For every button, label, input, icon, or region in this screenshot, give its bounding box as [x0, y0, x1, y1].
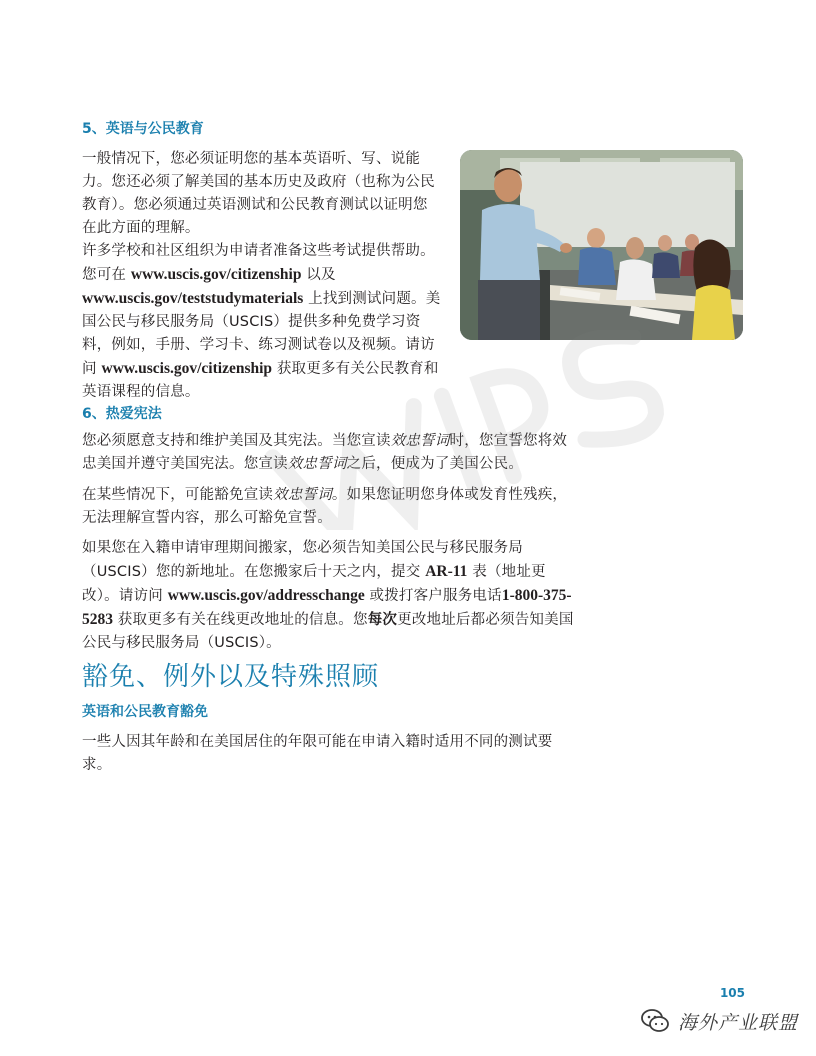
citizenship-link[interactable]: www.uscis.gov/citizenship [130, 266, 302, 283]
test-study-materials-link[interactable]: www.uscis.gov/teststudymaterials [82, 290, 304, 307]
text-run: 时，您宣誓您将效忠美国并遵守美国宪法。您宣读 [82, 433, 568, 472]
phone-number[interactable]: 1-800-375-5283 [82, 587, 572, 628]
text-run: 以及 [301, 267, 336, 283]
section-6-paragraph-2 [82, 484, 577, 530]
address-change-link[interactable]: www.uscis.gov/addresschange [167, 587, 365, 604]
text-run: 许多学校和社区组织为申请者准备这些考试提供帮助。您可在 [82, 243, 435, 283]
text-run: 之后，便成为了美国公民。 [346, 456, 524, 472]
text-run: 。如果您证明您身体或发育性残疾，无法理解宣誓内容，那么可豁免宣誓。 [82, 487, 568, 526]
text-run: 表（地址更改）。请访问 [82, 564, 546, 604]
oath-term: 效忠誓词 [390, 433, 450, 449]
text-run: 如果您在入籍申请审理期间搬家，您必须告知美国公民与移民服务局（USCIS）您的新地址。在您搬家后十天之内，提交 [82, 540, 523, 580]
section-5-paragraph-2 [82, 240, 442, 404]
section-6-paragraph-3 [82, 537, 577, 655]
section-5-paragraph-1: 一般情况下，您必须证明您的基本英语听、写、说能力。您还必须了解美国的基本历史及政府（也称为公民教育）。您必须通过英语测试和公民教育测试以证明您在此方面的理解。 [82, 151, 435, 236]
section-6-heading: 6、热爱宪法 [82, 406, 162, 422]
citizenship-link-2[interactable]: www.uscis.gov/citizenship [101, 360, 273, 377]
exemptions-subheading: 英语和公民教育豁免 [82, 704, 208, 720]
section-6-paragraph-1 [82, 430, 577, 476]
exemptions-title: 豁免、例外以及特殊照顾 [82, 662, 380, 692]
text-run: 获取更多有关公民教育和英语课程的信息。 [82, 361, 439, 400]
form-number: AR-11 [425, 563, 468, 580]
exemptions-paragraph-1: 一些人因其年龄和在美国居住的年限可能在申请入籍时适用不同的测试要求。 [82, 734, 553, 773]
oath-term: 效忠誓词 [287, 456, 347, 472]
text-run: 上找到测试问题。美国公民与移民服务局（USCIS）提供多种免费学习资料，例如，手册、学习卡、练习测试卷以及视频。请访问 [82, 291, 441, 377]
text-run: 或拨打客户服务电话 [364, 588, 502, 604]
text-run: 您必须愿意支持和维护美国及其宪法。当您宣读 [82, 433, 391, 449]
text-run: 在某些情况下，可能豁免宣读 [82, 487, 274, 503]
text-run: 获取更多有关在线更改地址的信息。您 [113, 612, 368, 628]
emphasis-every-time: 每次 [367, 612, 398, 628]
classroom-illustration [460, 150, 743, 340]
chat-bubble-icon [640, 1006, 670, 1036]
page-number: 105 [719, 986, 745, 1000]
text-run: 更改地址后都必须告知美国公民与移民服务局（USCIS）。 [82, 612, 574, 651]
oath-term: 效忠誓词 [273, 487, 332, 503]
brand-name: 海外产业联盟 [678, 1011, 799, 1034]
brand-badge [640, 1006, 798, 1036]
section-5-heading: 5、英语与公民教育 [82, 121, 204, 137]
classroom-photo [460, 150, 743, 340]
